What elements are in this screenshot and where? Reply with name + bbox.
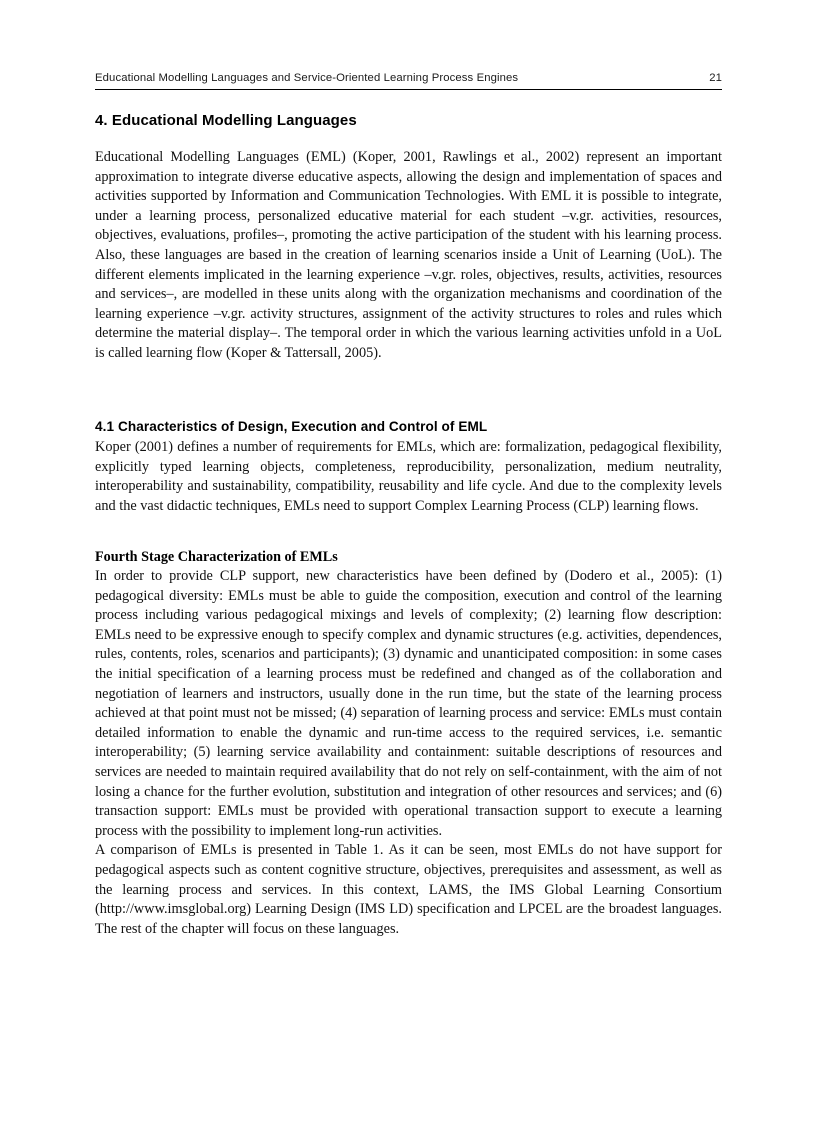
running-head (95, 72, 722, 84)
run-in-heading-block (95, 549, 722, 566)
run-in-paragraph-block (95, 567, 722, 939)
section-heading-block (95, 112, 722, 129)
page-number: 21 (709, 72, 722, 84)
subsection-heading: 4.1 Characteristics of Design, Execution and Control of EML (95, 419, 488, 434)
header-rule (95, 89, 722, 90)
section-paragraph: Educational Modelling Languages (EML) (Koper, 2001, Rawlings et al., 2002) represent an important approximation to integrate diverse educative aspects, allowing the design and implementation of spaces and activities supported by Information and Communication Technologies. With EML it is possible to integrate, under a learning process, personalized educative material for each student –v.gr. activities, resources, objectives, evaluations, profiles–, promoting the active participation of the student with his learning process. Also, these languages are based in the creation of learning scenarios inside a Unit of Learning (UoL). The different elements implicated in the learning experience –v.gr. roles, objectives, results, activities, resources and services–, are modelled in these units along with the organization mechanisms and coordination of the learning experience –v.gr. activity structures, assignment of the activity structures to roles and rules which determine the material display–. The temporal order in which the various learning activities unfold in a UoL is called learning flow (Koper & Tattersall, 2005). (95, 149, 722, 361)
run-in-heading: Fourth Stage Characterization of EMLs (95, 549, 338, 565)
run-in-paragraph-2: A comparison of EMLs is presented in Table 1. As it can be seen, most EMLs do not have support for pedagogical aspects such as content cognitive structure, objectives, prerequisites and assessment, as well as the learning process and services. In this context, LAMS, the IMS Global Learning Consortium (http://www.imsglobal.org) Learning Design (IMS LD) specification and LPCEL are the broadest languages. The rest of the chapter will focus on these languages. (95, 842, 722, 937)
subsection-paragraph-block (95, 438, 722, 516)
subsection-paragraph: Koper (2001) defines a number of requirements for EMLs, which are: formalization, pedagogical flexibility, explicitly typed learning objects, completeness, reproducibility, personalization, medium neutrality, interoperability and sustainability, compatibility, reusability and life cycle. And due to the complexity levels and the vast didactic techniques, EMLs need to support Complex Learning Process (CLP) learning flows. (95, 439, 722, 514)
section-heading: 4. Educational Modelling Languages (95, 112, 357, 129)
subsection-heading-block (95, 419, 722, 434)
section-paragraph-block (95, 148, 722, 364)
run-in-paragraph-1: In order to provide CLP support, new characteristics have been defined by (Dodero et al., 2005): (1) pedagogical diversity: EMLs must be able to guide the composition, execution and control of the learning process including various pedagogical mixings and levels of complexity; (2) learning flow description: EMLs need to be expressive enough to specify complex and dynamic structures (e.g. activities, dependences, rules, contents, roles, scenarios and participants); (3) dynamic and unanticipated composition: in some cases the initial specification of a learning process must be redefined and changed as of the collaboration and negotiation of learners and instructors, usually done in the run time, but the state of the learning process achieved at that point must not be missed; (4) separation of learning process and service: EMLs must contain detailed information to enable the dynamic and run-time access to the required services, i.e. semantic interoperability; (5) learning service availability and containment: suitable descriptions of resources and services are needed to maintain required availability that do not rely on self-containment, with the aim of not losing a chance for the further evolution, substitution and integration of other resources and services; and (6) transaction support: EMLs must be provided with operational transaction support to execute a learning process with the possibility to implement long-run activities. (95, 568, 722, 839)
running-head-title: Educational Modelling Languages and Service-Oriented Learning Process Engines (95, 72, 519, 84)
